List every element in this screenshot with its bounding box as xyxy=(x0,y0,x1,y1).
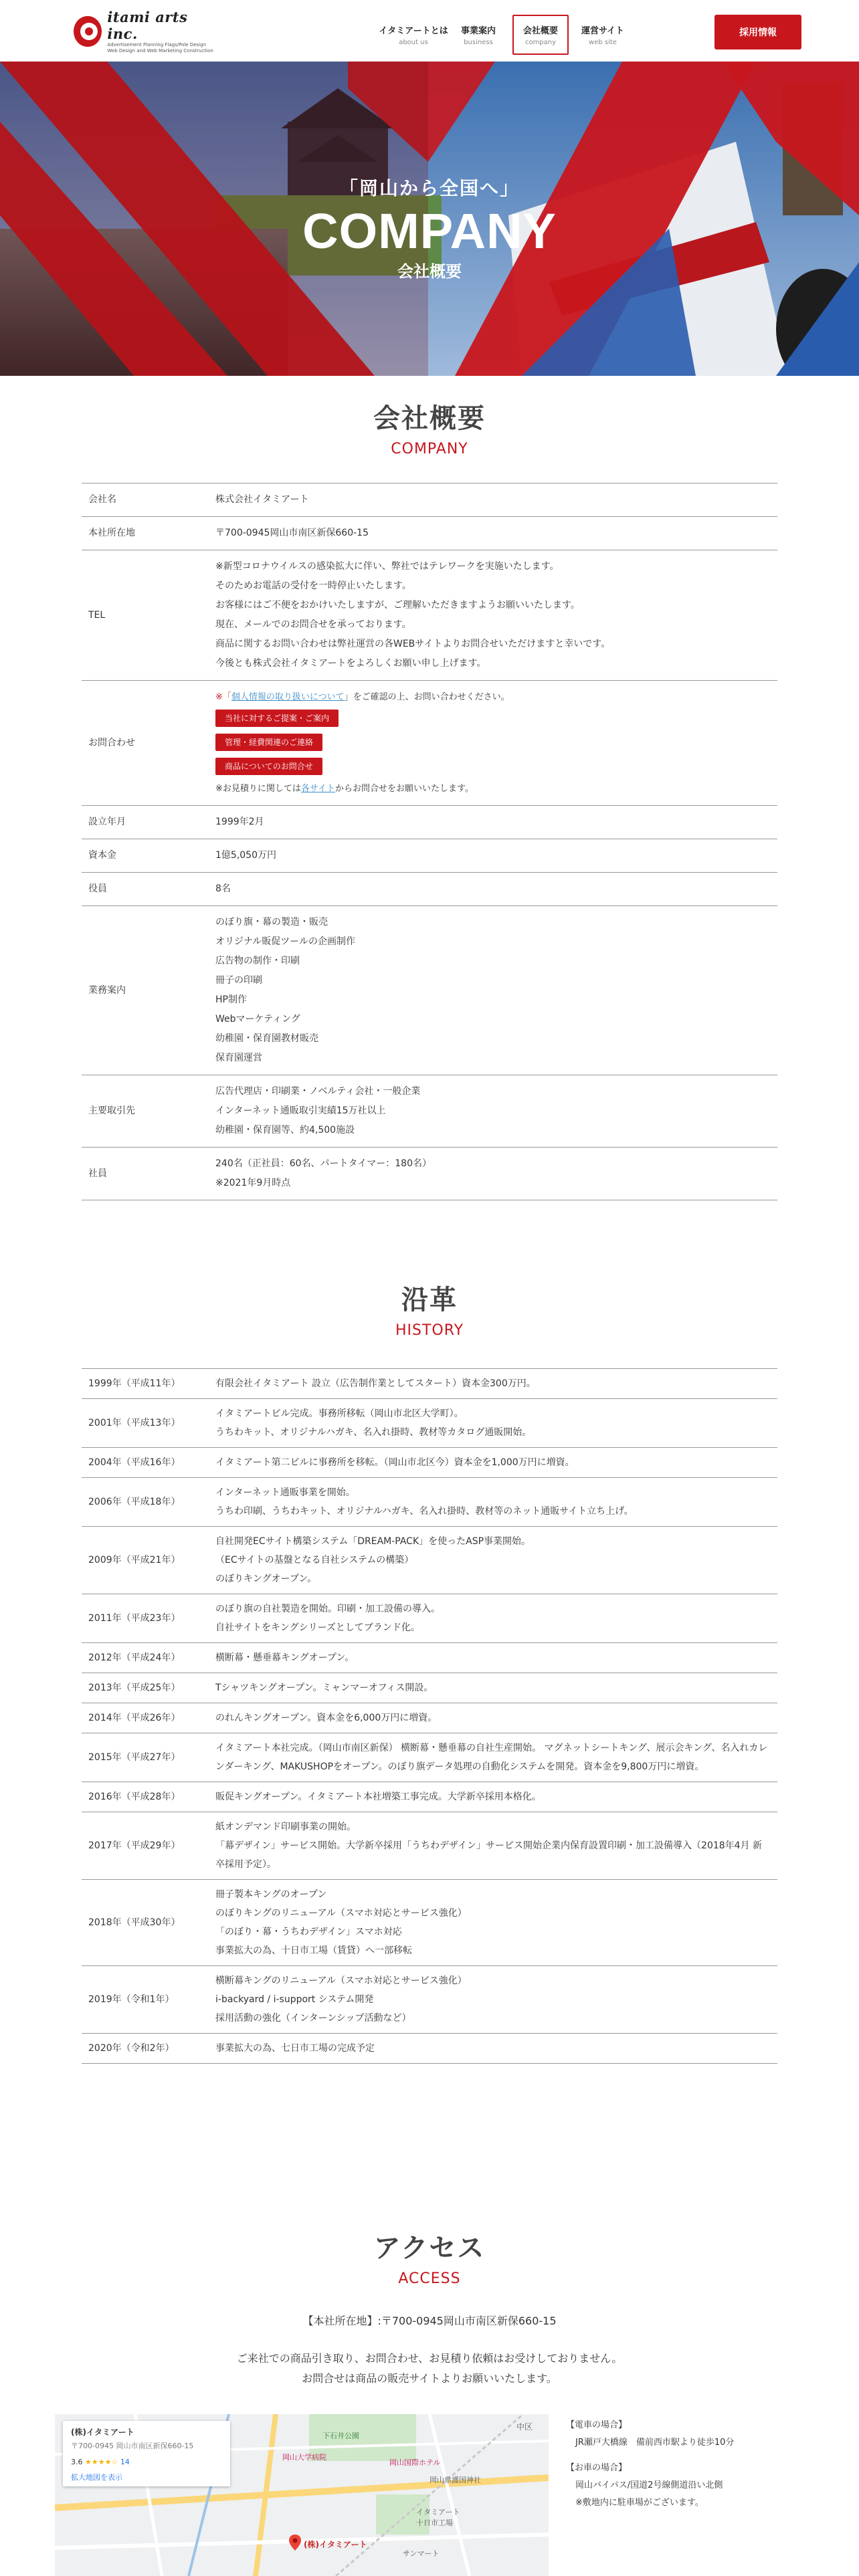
map-pin-label: (株)イタミアート xyxy=(304,2540,367,2549)
access-message-line: ご来社での商品引き取り、お問合わせ、お見積り依頼はお受けしておりません。 xyxy=(236,2352,623,2365)
table-row xyxy=(82,806,777,839)
tel-line: 今後とも株式会社イタミアートをよろしくお願い申し上げます。 xyxy=(215,658,486,669)
history-section-title xyxy=(0,1279,859,1339)
history-line: イタミアートビル完成。事務所移転（岡山市北区大学町）。 xyxy=(215,1408,464,1419)
map-label: 岡山県護国神社 xyxy=(430,2476,481,2484)
history-content xyxy=(209,1673,777,1703)
contact-note-suffix: 」をご確認の上、お問い合わせください。 xyxy=(344,692,510,702)
history-line: のぼり旗の自社製造を開始。印刷・加工設備の導入。 xyxy=(215,1604,440,1614)
site-header xyxy=(0,0,859,62)
tel-line: ※新型コロナウイルスの感染拡大に伴い、弊社ではテレワークを実施いたします。 xyxy=(215,561,559,572)
history-content xyxy=(209,1733,777,1782)
history-line: 横断幕・懸垂幕キングオープン。 xyxy=(215,1652,355,1663)
history-row xyxy=(82,1527,777,1594)
nav-item-company[interactable] xyxy=(512,15,569,55)
product-contact-button[interactable]: 商品についてのお問合せ xyxy=(215,758,322,775)
table-row xyxy=(82,906,777,1075)
history-content xyxy=(209,1782,777,1812)
car-note: ※敷地内に駐車場がございます。 xyxy=(575,2498,704,2508)
hero-catchcopy: 「岡山から全国へ」 xyxy=(339,177,520,199)
history-row xyxy=(82,1643,777,1673)
history-table xyxy=(82,1368,777,2064)
row-label: 役員 xyxy=(88,883,107,894)
row-value xyxy=(209,1148,777,1200)
history-line: 事業拡大の為、七日市工場の完成予定 xyxy=(215,2043,375,2054)
table-row xyxy=(82,839,777,873)
history-year: 2019年（令和1年） xyxy=(88,1994,175,2005)
nav-item-sublabel: business xyxy=(464,39,493,46)
history-line: 紙オンデマンド印刷事業の開始。 xyxy=(215,1822,356,1832)
map-label: 下石井公園 xyxy=(322,2432,359,2440)
history-row xyxy=(82,1399,777,1448)
map-label: 岡山国際ホテル xyxy=(389,2458,441,2467)
tel-line: お客様にはご不便をおかけいたしますが、ご理解いただきますようお願いいたします。 xyxy=(215,600,580,611)
contact-foot-prefix: ※お見積りに関しては xyxy=(215,784,301,794)
staff-line: 240名（正社員：60名、パートタイマー：180名） xyxy=(215,1158,432,1169)
history-line: うちわ印刷、うちわキット、オリジナルハガキ、名入れ掛時、教材等のネット通販サイト立ち上げ。 xyxy=(215,1506,634,1517)
history-content xyxy=(209,1812,777,1879)
map-label: 中区 xyxy=(516,2422,533,2432)
nav-item-about[interactable] xyxy=(379,15,448,55)
history-line: 販促キングオープン。イタミアート本社増築工事完成。大学新卒採用本格化。 xyxy=(215,1792,541,1802)
nav-item-label: イタミアートとは xyxy=(379,26,448,36)
privacy-policy-link[interactable]: 個人情報の取り扱いについて xyxy=(231,692,345,702)
history-line: 自社開発ECサイト構築システム「DREAM-PACK」を使ったASP事業開始。 xyxy=(215,1536,531,1547)
contact-foot-note xyxy=(215,779,771,798)
row-label: TEL xyxy=(88,609,106,621)
history-content xyxy=(209,1594,777,1642)
history-row xyxy=(82,1733,777,1782)
history-line: 「のぼり・幕・うちわデザイン」スマホ対応 xyxy=(215,1927,402,1937)
history-row xyxy=(82,1448,777,1478)
history-row xyxy=(82,1594,777,1643)
business-line: のぼり旗・幕の製造・販売 xyxy=(215,917,328,928)
car-title: 【お車の場合】 xyxy=(566,2463,628,2473)
history-content xyxy=(209,1448,777,1477)
rating-value: 3.6 xyxy=(71,2458,83,2466)
history-content xyxy=(209,1880,777,1965)
history-year: 2018年（平成30年） xyxy=(88,1917,181,1928)
history-line: うちわキット、オリジナルハガキ、名入れ掛時、教材等カタログ通販開始。 xyxy=(215,1427,532,1438)
history-line: （ECサイトの基盤となる自社システムの構築） xyxy=(215,1555,414,1566)
table-row xyxy=(82,517,777,550)
larger-map-link[interactable]: 拡大地図を表示 xyxy=(71,2473,122,2482)
row-value: 8名 xyxy=(215,883,231,894)
history-content xyxy=(209,1478,777,1526)
history-line: 横断幕キングのリニューアル（スマホ対応とサービス強化） xyxy=(215,1975,467,1986)
place-rating xyxy=(71,2458,222,2466)
history-line: イタミアート本社完成。（岡山市南区新保） 横断幕・懸垂幕の自社生産開始。 マグネットシートキング、展示会キング、名入れカレンダーキング、MAKUSHOPをオープン。のぼり旗データ処理の自動化システムを開発。資本金を9,800万円に増資。 xyxy=(215,1743,768,1772)
row-value: 1999年2月 xyxy=(215,817,264,827)
history-row xyxy=(82,1966,777,2034)
table-row xyxy=(82,1075,777,1148)
clients-line: インターネット通販取引実績15万社以上 xyxy=(215,1105,386,1116)
history-year: 2009年（平成21年） xyxy=(88,1555,181,1566)
business-line: 冊子の印刷 xyxy=(215,975,262,986)
history-line: のれんキングオープン。資本金を6,000万円に増資。 xyxy=(215,1713,438,1723)
history-year: 2001年（平成13年） xyxy=(88,1418,181,1428)
history-content xyxy=(209,1703,777,1733)
row-value: 1億5,050万円 xyxy=(215,850,276,861)
row-label: お問合わせ xyxy=(88,737,135,748)
history-line: 有限会社イタミアート 設立（広告制作業としてスタート）資本金300万円。 xyxy=(215,1378,536,1389)
business-line: オリジナル販促ツールの企画制作 xyxy=(215,936,356,947)
row-value: 株式会社イタミアート xyxy=(215,494,309,505)
google-map[interactable] xyxy=(55,2414,549,2576)
history-content xyxy=(209,1966,777,2033)
table-row xyxy=(82,484,777,517)
history-content xyxy=(209,1643,777,1673)
tel-line: そのためお電話の受付を一時停止いたします。 xyxy=(215,580,411,591)
row-value xyxy=(209,550,777,680)
access-info xyxy=(566,2417,787,2520)
history-year: 1999年（平成11年） xyxy=(88,1378,181,1389)
row-value xyxy=(209,1075,777,1147)
nav-item-website[interactable] xyxy=(573,15,633,55)
review-count[interactable]: 14 xyxy=(120,2458,130,2466)
nav-item-sublabel: company xyxy=(524,39,557,46)
logo-tagline-2: Web Design and Web Marketing Construction xyxy=(107,48,213,53)
contact-note xyxy=(215,687,771,707)
access-address: 【本社所在地】:〒700-0945岡山市南区新保660-15 xyxy=(302,2315,557,2327)
row-label: 主要取引先 xyxy=(88,1105,135,1116)
history-year: 2020年（令和2年） xyxy=(88,2043,175,2054)
business-line: 幼稚園・保育園教材販売 xyxy=(215,1033,318,1044)
history-row xyxy=(82,1673,777,1703)
history-row xyxy=(82,1703,777,1733)
hero-text xyxy=(0,174,859,282)
row-value xyxy=(209,681,777,805)
train-title: 【電車の場合】 xyxy=(566,2420,628,2430)
history-content xyxy=(209,2034,777,2063)
car-info xyxy=(566,2460,787,2512)
row-label: 業務案内 xyxy=(88,984,126,996)
clients-line: 広告代理店・印刷業・ノベルティ会社・一般企業 xyxy=(215,1086,421,1097)
place-name: (株)イタミアート xyxy=(71,2428,134,2437)
row-label: 資本金 xyxy=(88,850,116,861)
hero-subtitle: 会社概要 xyxy=(397,262,462,281)
history-line: のぼりキングオープン。 xyxy=(215,1574,317,1584)
place-address: 〒700-0945 岡山市南区新保660-15 xyxy=(71,2442,194,2450)
company-section-title xyxy=(0,397,859,457)
section-title-en: ACCESS xyxy=(398,2270,461,2287)
access-message-line: お問合せは商品の販売サイトよりお願いいたします。 xyxy=(302,2372,557,2385)
history-line: のぼりキングのリニューアル（スマホ対応とサービス強化） xyxy=(215,1908,467,1919)
row-label: 本社所在地 xyxy=(88,528,135,538)
history-year: 2012年（平成24年） xyxy=(88,1652,181,1663)
business-line: Webマーケティング xyxy=(215,1014,300,1025)
history-year: 2014年（平成26年） xyxy=(88,1713,181,1723)
table-row xyxy=(82,681,777,806)
section-title-jp: 沿革 xyxy=(401,1285,458,1315)
company-logo[interactable] xyxy=(74,9,214,53)
tel-line: 現在、メールでのお問合せを承っております。 xyxy=(215,619,411,630)
nav-item-label: 事業案内 xyxy=(460,26,496,36)
access-section-title xyxy=(0,2227,859,2287)
nav-item-label: 会社概要 xyxy=(522,26,558,36)
row-label: 会社名 xyxy=(88,494,116,505)
history-row xyxy=(82,1369,777,1399)
history-line: 自社サイトをキングシリーズとしてブランド化。 xyxy=(215,1622,420,1633)
hero-title: COMPANY xyxy=(302,203,557,259)
map-label: サンマート xyxy=(403,2549,440,2558)
history-line: Tシャツキングオープン。ミャンマーオフィス開設。 xyxy=(215,1683,434,1693)
logo-text xyxy=(107,9,214,54)
table-row xyxy=(82,873,777,906)
train-text: JR瀬戸大橋線 備前西市駅より徒歩10分 xyxy=(575,2438,735,2448)
row-value xyxy=(209,906,777,1075)
history-row xyxy=(82,1880,777,1966)
history-line: 事業拡大の為、十日市工場（賃貸）へ一部移転 xyxy=(215,1945,412,1956)
history-row xyxy=(82,1782,777,1812)
history-year: 2006年（平成18年） xyxy=(88,1497,181,1507)
history-content xyxy=(209,1527,777,1594)
history-year: 2011年（平成23年） xyxy=(88,1613,181,1624)
train-info xyxy=(566,2417,787,2452)
section-title-en: HISTORY xyxy=(395,1322,464,1339)
recruit-button[interactable]: 採用情報 xyxy=(714,15,801,49)
nav-item-business[interactable] xyxy=(448,15,508,55)
history-line: 採用活動の強化（インターンシップ活動など） xyxy=(215,2013,411,2024)
company-table xyxy=(82,483,777,1200)
business-line: HP制作 xyxy=(215,994,247,1005)
proposal-contact-button[interactable]: 当社に対するご提案・ご案内 xyxy=(215,710,339,727)
history-line: インターネット通販事業を開始。 xyxy=(215,1487,355,1498)
contact-foot-suffix: からお問合せをお願いいたします。 xyxy=(335,784,474,794)
business-line: 保育園運営 xyxy=(215,1053,262,1063)
logo-name: itami arts inc. xyxy=(107,9,188,42)
row-label: 社員 xyxy=(88,1168,107,1179)
history-line: イタミアート第二ビルに事務所を移転。（岡山市北区今）資本金を1,000万円に増資。 xyxy=(215,1457,575,1468)
row-value: 〒700-0945岡山市南区新保660-15 xyxy=(215,528,369,538)
table-row xyxy=(82,550,777,681)
access-message xyxy=(0,2349,859,2389)
map-label: 十日市工場 xyxy=(416,2518,453,2527)
history-content xyxy=(209,1369,777,1398)
history-year: 2004年（平成16年） xyxy=(88,1457,181,1468)
sites-link[interactable]: 各サイト xyxy=(300,784,335,794)
staff-line: ※2021年9月時点 xyxy=(215,1178,291,1188)
logo-tagline-1: Advertisement Planning Flags/Pole Design xyxy=(107,42,207,47)
section-title-jp: アクセス xyxy=(373,2233,486,2264)
logo-mark-icon xyxy=(74,16,102,47)
history-year: 2015年（平成27年） xyxy=(88,1752,181,1763)
row-label: 設立年月 xyxy=(88,817,126,827)
history-line: 冊子製本キングのオープン xyxy=(215,1889,327,1900)
history-line: i-backyard / i-support システム開発 xyxy=(215,1994,374,2005)
history-row xyxy=(82,1812,777,1880)
hero-banner xyxy=(0,62,859,376)
admin-contact-button[interactable]: 管理・経費関連のご連絡 xyxy=(215,734,322,751)
tel-line: 商品に関するお問い合わせは弊社運営の各WEBサイトよりお問合せいただけますと幸いです。 xyxy=(215,639,611,649)
nav-item-sublabel: about us xyxy=(399,39,428,46)
nav-item-label: 運営サイト xyxy=(581,26,625,36)
section-title-jp: 会社概要 xyxy=(373,403,486,434)
history-content xyxy=(209,1399,777,1447)
section-title-en: COMPANY xyxy=(391,441,468,457)
history-year: 2017年（平成29年） xyxy=(88,1840,181,1851)
history-row xyxy=(82,1478,777,1527)
rating-stars-icon: ★★★★☆ xyxy=(85,2458,118,2466)
nav-item-sublabel: web site xyxy=(589,39,617,46)
table-row xyxy=(82,1148,777,1200)
map-label: イタミアート xyxy=(416,2508,460,2516)
history-row xyxy=(82,2034,777,2064)
clients-line: 幼稚園・保育園等、約4,500施設 xyxy=(215,1125,355,1136)
history-year: 2013年（平成25年） xyxy=(88,1683,181,1693)
business-line: 広告物の制作・印刷 xyxy=(215,956,300,966)
history-year: 2016年（平成28年） xyxy=(88,1792,181,1802)
global-nav xyxy=(379,15,633,55)
map-place-card xyxy=(63,2421,230,2486)
map-pin-icon[interactable] xyxy=(289,2535,301,2551)
history-line: 「幕デザイン」サービス開始。大学新卒採用「うちわデザイン」サービス開始企業内保育設置印刷・加工設備導入（2018年4月 新卒採用予定）。 xyxy=(215,1840,763,1870)
contact-note-prefix: ※「 xyxy=(215,692,231,702)
map-label: 岡山大学病院 xyxy=(282,2453,326,2462)
car-text: 岡山バイパス/国道2号線側道沿い北側 xyxy=(575,2480,723,2490)
